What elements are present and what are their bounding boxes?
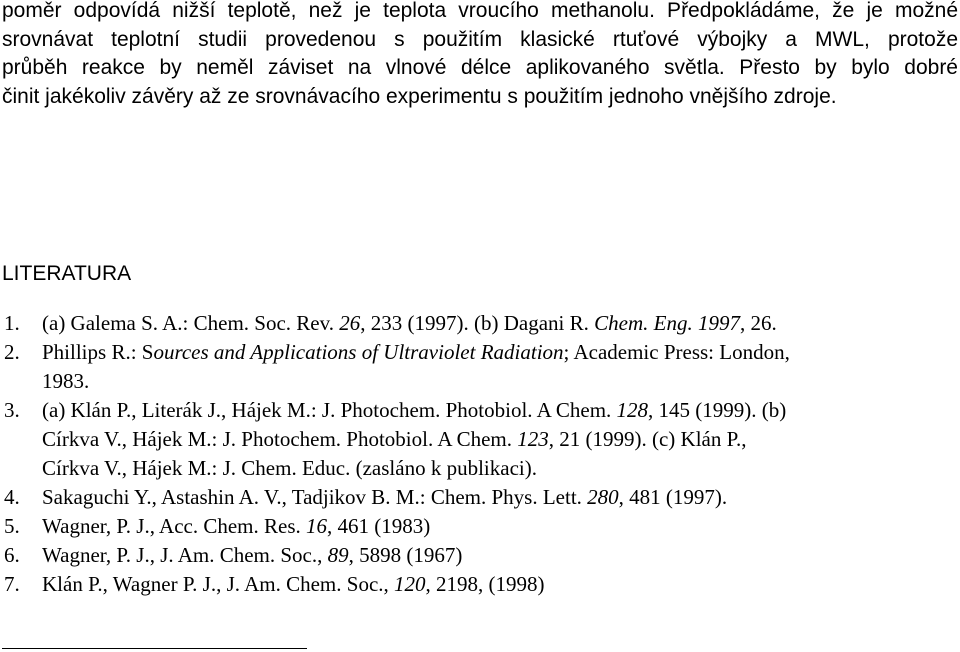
reference-text: , 481 (1997).: [618, 485, 728, 509]
reference-text: 1983.: [42, 369, 90, 393]
reference-line: [42, 454, 958, 483]
reference-list: [2, 309, 958, 599]
reference-text: Wagner, P. J., Acc. Chem. Res.: [42, 514, 307, 538]
reference-italic-text: 26: [339, 311, 361, 335]
reference-number: 4.: [4, 485, 20, 509]
footnote-divider: [2, 648, 307, 649]
reference-text: (a) Galema S. A.: Chem. Soc. Rev.: [42, 311, 340, 335]
reference-item: [2, 570, 958, 599]
paragraph-line: srovnávat teplotní studii provedenou s použitím klasické rtuťové výbojky a MWL, protože: [2, 27, 958, 51]
reference-italic-text: 89: [327, 543, 349, 567]
paragraph-line: činit jakékoliv závěry až ze srovnávacího experimentu s použitím jednoho vnějšího zdroje.: [2, 84, 837, 108]
reference-number: 1.: [4, 311, 20, 335]
reference-italic-text: 120: [394, 572, 426, 596]
reference-line: [42, 570, 958, 599]
reference-text: Wagner, P. J., J. Am. Chem. Soc.,: [42, 543, 328, 567]
reference-line: [42, 367, 958, 396]
body-paragraph: [2, 0, 958, 111]
reference-italic-text: Chem. Eng. 1997: [594, 311, 740, 335]
reference-item: [2, 396, 958, 483]
reference-line: [42, 541, 958, 570]
literature-heading: LITERATURA: [2, 262, 132, 285]
paragraph-line: poměr odpovídá nižší teplotě, než je teplota vroucího methanolu. Předpokládáme, že je možné: [2, 0, 958, 22]
reference-text: Církva V., Hájek M.: J. Photochem. Photobiol. A Chem.: [42, 427, 518, 451]
reference-text: Sakaguchi Y., Astashin A. V., Tadjikov B. M.: Chem. Phys. Lett.: [42, 485, 588, 509]
reference-text: ; Academic Press: London,: [563, 340, 790, 364]
reference-italic-text: 123: [517, 427, 549, 451]
reference-text: , 21 (1999). (c) Klán P.,: [548, 427, 747, 451]
reference-item: [2, 338, 958, 396]
reference-text: , 461 (1983): [327, 514, 431, 538]
reference-number: 5.: [4, 514, 20, 538]
reference-line: [42, 396, 958, 425]
reference-number: 3.: [4, 398, 20, 422]
reference-text: , 2198, (1998): [425, 572, 545, 596]
reference-italic-text: ources and Applications of Ultraviolet Radiation: [153, 340, 564, 364]
reference-number: 7.: [4, 572, 20, 596]
reference-text: , 26.: [739, 311, 777, 335]
reference-item: [2, 541, 958, 570]
reference-number: 2.: [4, 340, 20, 364]
reference-line: [42, 338, 958, 367]
reference-text: , 145 (1999). (b): [648, 398, 787, 422]
reference-italic-text: 128: [616, 398, 649, 422]
reference-text: , 233 (1997). (b) Dagani R.: [360, 311, 595, 335]
reference-text: Církva V., Hájek M.: J. Chem. Educ. (zasláno k publikaci).: [42, 456, 537, 480]
reference-text: Phillips R.: S: [42, 340, 154, 364]
reference-text: , 5898 (1967): [348, 543, 463, 567]
reference-line: [42, 512, 958, 541]
reference-line: [42, 309, 958, 338]
reference-line: [42, 425, 958, 454]
paragraph-line: průběh reakce by neměl záviset na vlnové délce aplikovaného světla. Přesto by bylo dobré: [2, 56, 958, 79]
reference-italic-text: 16: [306, 514, 328, 538]
reference-line: [42, 483, 958, 512]
reference-item: [2, 309, 958, 338]
reference-item: [2, 512, 958, 541]
reference-number: 6.: [4, 543, 20, 567]
reference-text: Klán P., Wagner P. J., J. Am. Chem. Soc.,: [42, 572, 395, 596]
reference-item: [2, 483, 958, 512]
reference-italic-text: 280: [587, 485, 619, 509]
reference-text: (a) Klán P., Literák J., Hájek M.: J. Photochem. Photobiol. A Chem.: [42, 398, 617, 422]
